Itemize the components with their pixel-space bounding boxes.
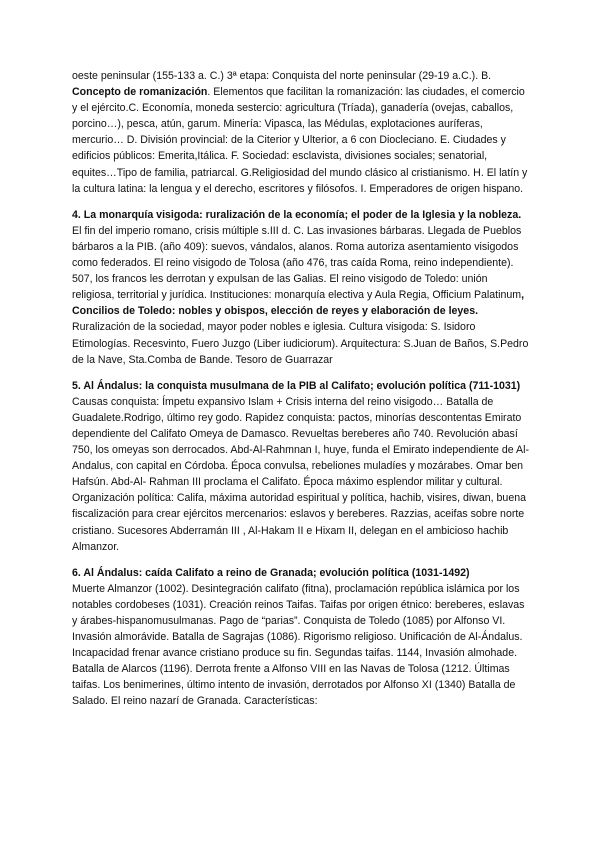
section4-text-1: El fin del imperio romano, crisis múltiple s.III d. C. Las invasiones bárbaras. Llegada de Pueblos bárbaros a la PIB. (año 409): suevos, vándalos, alanos. Roma autoriza asentamiento visigodos como federados. El reino visigodo de Tolosa (año 476, tras caída Roma, reino independiente). 507, los francos les derrotan y expulsan de las Galias. El reino visigodo de Toledo: unión religiosa, territorial y jurídica. Instituciones: monarquía electiva y Aula Regia, Officium Palatinum xyxy=(72,224,522,302)
section6-paragraph: Muerte Almanzor (1002). Desintegración califato (fitna), proclamación república islámica por los notables cordobeses (1031). Creación reinos Taifas. Taifas por origen étnico: bereberes, eslavas y árabes-hispanomusulmanas. Pago de “parias”. Conquista de Toledo (1085) por Alfonso VI. Invasión almorávide. Batalla de Sagrajas (1086). Rigorismo religioso. Unificación de Al-Ándalus. Incapacidad frenar avance cristiano produce su fin. Segundas taifas. 1144, Invasión almohade. Batalla de Alarcos (1196). Derrota frente a Alfonso VIII en las Navas de Tolosa (1212. Últimas taifas. Los benimerines, último intento de invasión, derrotados por Alfonso XI (1340) Batalla de Salado. El reino nazarí de Granada. Características: xyxy=(72,582,525,708)
section4-paragraph xyxy=(72,223,530,368)
section5-heading: 5. Al Ándalus: la conquista musulmana de la PIB al Califato; evolución política (711-1031) xyxy=(72,379,521,392)
document-body xyxy=(72,68,530,710)
romanization-concept-bold: Concepto de romanización xyxy=(72,86,208,99)
section4-text-2: Ruralización de la sociedad, mayor poder nobles e iglesia. Cultura visigoda: S. Isidoro Etimologías. Recesvinto, Fuero Juzgo (Liber iudiciorum). Arquitectura: S.Juan de Baños, S.Pedro de la Nave, Sta.Comba de Bande. Tesoro de Guarrazar xyxy=(72,321,529,366)
section3-continuation-paragraph xyxy=(72,68,530,197)
section6-heading: 6. Al Ándalus: caída Califato a reino de Granada; evolución política (1031-1492) xyxy=(72,566,470,579)
section5-paragraph: Causas conquista: Ímpetu expansivo Islam + Crisis interna del reino visigodo… Batalla de Guadalete.Rodrigo, último rey godo. Rapidez conquista: pactos, minorías descontentas Emirato dependiente del Califato Omeya de Damasco. Revueltas bereberes año 740. Revolución abasí 750, los omeyas son derrocados. Abd-Al-Rahmnan I, huye, funda el Emirato independiente de Al-Andalus, con capital en Córdoba. Época convulsa, rebeliones muladíes y mozárabes. Omar ben Hafsún. Abd-Al- Rahman III proclama el Califato. Época máximo esplendor militar y cultural. Organización política: Califa, máxima autoridad espiritual y política, hachib, visires, diwan, buena fiscalización para crear ejércitos mercenarios: eslavos y bereberes. Razzias, aceifas sobre norte cristiano. Sucesores Abderramán III , Al-Hakam II e Hixam II, delegan en el ambicioso hachib Almanzor. xyxy=(72,395,529,553)
section3-text-1: oeste peninsular (155-133 a. C.) 3ª etapa: Conquista del norte peninsular (29-19 a.C.). B. xyxy=(72,70,492,82)
concilios-toledo-bold: , Concilios de Toledo: nobles y obispos, elección de reyes y elaboración de leyes. xyxy=(72,289,525,318)
section3-text-2: . Elementos que facilitan la romanización: las ciudades, el comercio y el ejército.C. Economía, moneda sestercio: agricultura (Tríada), ganadería (ovejas, caballos, porcino…), pesca, atún, garum. Minería: Vipasca, las Médulas, explotaciones auríferas, mercurio… D. División provincial: de la Citerior y Ulterior, a 6 con Diocleciano. E. Ciudades y edificios públicos: Emerita,Itálica. F. Sociedad: esclavista, divisiones sociales; senatorial, equites…Tipo de familia, patriarcal. G.Religiosidad del mundo clásico al cristianismo. H. El latín y la cultura latina: la lengua y el derecho, escritores y filósofos. I. Emperadores de origen hispano. xyxy=(72,86,528,195)
section4-heading: 4. La monarquía visigoda: ruralización de la economía; el poder de la Iglesia y la nobleza. xyxy=(72,208,522,221)
